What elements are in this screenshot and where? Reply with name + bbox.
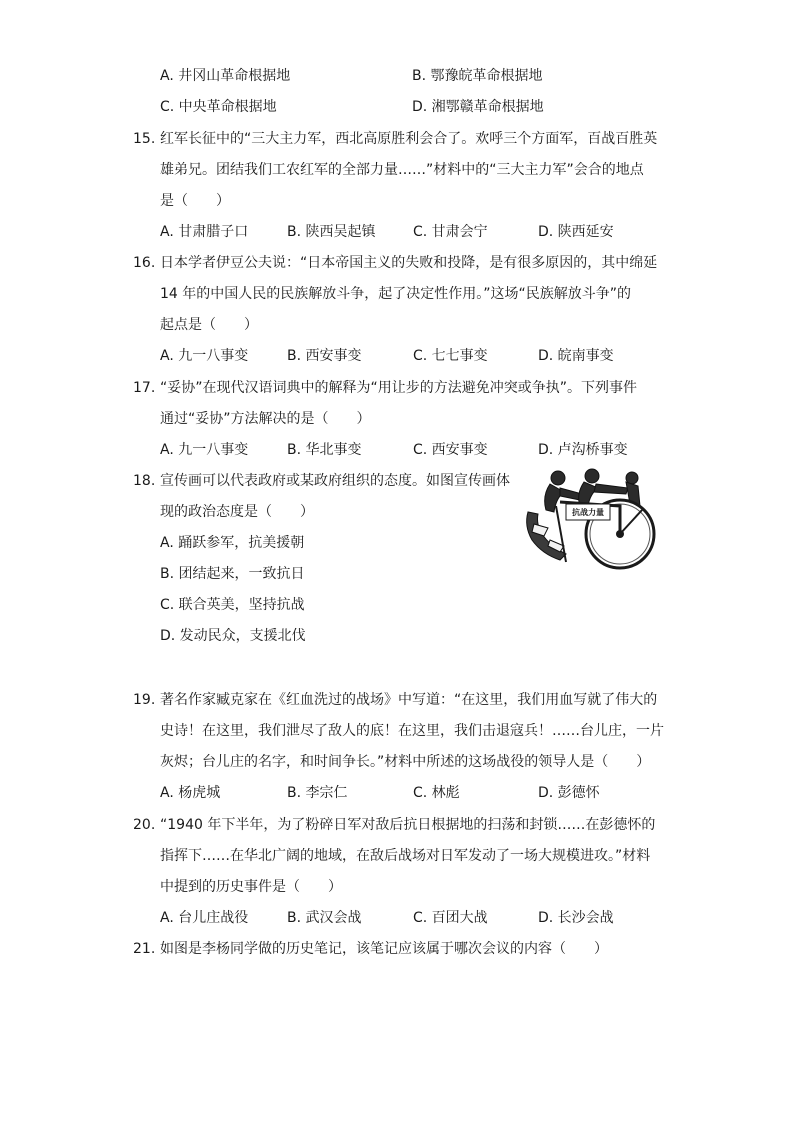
q19-number: 19. <box>133 692 156 708</box>
propaganda-poster-image <box>520 466 656 574</box>
q17-option-a[interactable]: A. 九一八事变 <box>160 442 249 458</box>
q17-option-d[interactable]: D. 卢沟桥事变 <box>538 442 628 458</box>
q19-line-3: 灰烬；台儿庄的名字，和时间争长。”材料中所述的这场战役的领导人是（ ） <box>160 754 651 770</box>
q18-line-2: 现的政治态度是（ ） <box>160 504 314 520</box>
q17-option-c[interactable]: C. 西安事变 <box>413 442 488 458</box>
q15-option-b[interactable]: B. 陕西吴起镇 <box>287 224 376 240</box>
q17-line-2: 通过“妥协”方法解决的是（ ） <box>160 411 371 427</box>
q14-option-c[interactable]: C. 中央革命根据地 <box>160 99 277 115</box>
q16-option-c[interactable]: C. 七七事变 <box>413 348 488 364</box>
q20-line-3: 中提到的历史事件是（ ） <box>160 879 342 895</box>
q18-option-b[interactable]: B. 团结起来，一致抗日 <box>160 566 305 582</box>
q16-option-d[interactable]: D. 皖南事变 <box>538 348 614 364</box>
q17-number: 17. <box>133 380 156 396</box>
q14-option-d[interactable]: D. 湘鄂赣革命根据地 <box>412 99 544 115</box>
q15-option-c[interactable]: C. 甘肃会宁 <box>413 224 488 240</box>
q18-option-c[interactable]: C. 联合英美，坚持抗战 <box>160 597 305 613</box>
q18-option-d[interactable]: D. 发动民众，支援北伐 <box>160 628 306 644</box>
q17-option-b[interactable]: B. 华北事变 <box>287 442 362 458</box>
q18-line-1: 宣传画可以代表政府或某政府组织的态度。如图宣传画体 <box>160 473 510 489</box>
q19-option-c[interactable]: C. 林彪 <box>413 785 460 801</box>
q20-option-b[interactable]: B. 武汉会战 <box>287 910 362 926</box>
q15-option-a[interactable]: A. 甘肃腊子口 <box>160 224 249 240</box>
q20-line-2: 指挥下……在华北广阔的地域，在敌后战场对日军发动了一场大规模进攻。”材料 <box>160 848 651 864</box>
q18-option-a[interactable]: A. 踊跃参军，抗美援朝 <box>160 535 305 551</box>
q20-line-1: “1940 年下半年，为了粉碎日军对敌后抗日根据地的扫荡和封锁……在彭德怀的 <box>160 817 656 833</box>
q14-option-a[interactable]: A. 井冈山革命根据地 <box>160 68 291 84</box>
q14-option-b[interactable]: B. 鄂豫皖革命根据地 <box>412 68 543 84</box>
q18-number: 18. <box>133 473 156 489</box>
poster-label: 抗战力量 <box>572 507 604 517</box>
q15-line-3: 是（ ） <box>160 193 230 209</box>
q19-option-b[interactable]: B. 李宗仁 <box>287 785 348 801</box>
q20-number: 20. <box>133 817 156 833</box>
q19-line-1: 著名作家臧克家在《红血洗过的战场》中写道：“在这里，我们用血写就了伟大的 <box>160 692 658 708</box>
q16-number: 16. <box>133 255 156 271</box>
q15-line-2: 雄弟兄。团结我们工农红军的全部力量……”材料中的“三大主力军”会合的地点 <box>160 162 644 178</box>
q16-option-a[interactable]: A. 九一八事变 <box>160 348 249 364</box>
q19-option-a[interactable]: A. 杨虎城 <box>160 785 221 801</box>
q15-line-1: 红军长征中的“三大主力军，西北高原胜利会合了。欢呼三个方面军，百战百胜英 <box>160 131 658 147</box>
q15-option-d[interactable]: D. 陕西延安 <box>538 224 614 240</box>
q20-option-a[interactable]: A. 台儿庄战役 <box>160 910 249 926</box>
q16-line-2: 14 年的中国人民的民族解放斗争，起了决定性作用。”这场“民族解放斗争”的 <box>160 286 632 302</box>
q19-line-2: 史诗！在这里，我们泄尽了敌人的底！在这里，我们击退寇兵！……台儿庄，一片 <box>160 723 664 739</box>
q20-option-c[interactable]: C. 百团大战 <box>413 910 488 926</box>
q15-number: 15. <box>133 131 156 147</box>
q16-option-b[interactable]: B. 西安事变 <box>287 348 362 364</box>
q21-number: 21. <box>133 941 156 957</box>
q16-line-1: 日本学者伊豆公夫说：“日本帝国主义的失败和投降，是有很多原因的，其中绵延 <box>160 255 658 271</box>
q17-line-1: “妥协”在现代汉语词典中的解释为“用让步的方法避免冲突或争执”。下列事件 <box>160 380 638 396</box>
q20-option-d[interactable]: D. 长沙会战 <box>538 910 614 926</box>
q19-option-d[interactable]: D. 彭德怀 <box>538 785 600 801</box>
q21-line-1: 如图是李杨同学做的历史笔记，该笔记应该属于哪次会议的内容（ ） <box>160 941 608 957</box>
q16-line-3: 起点是（ ） <box>160 317 258 333</box>
